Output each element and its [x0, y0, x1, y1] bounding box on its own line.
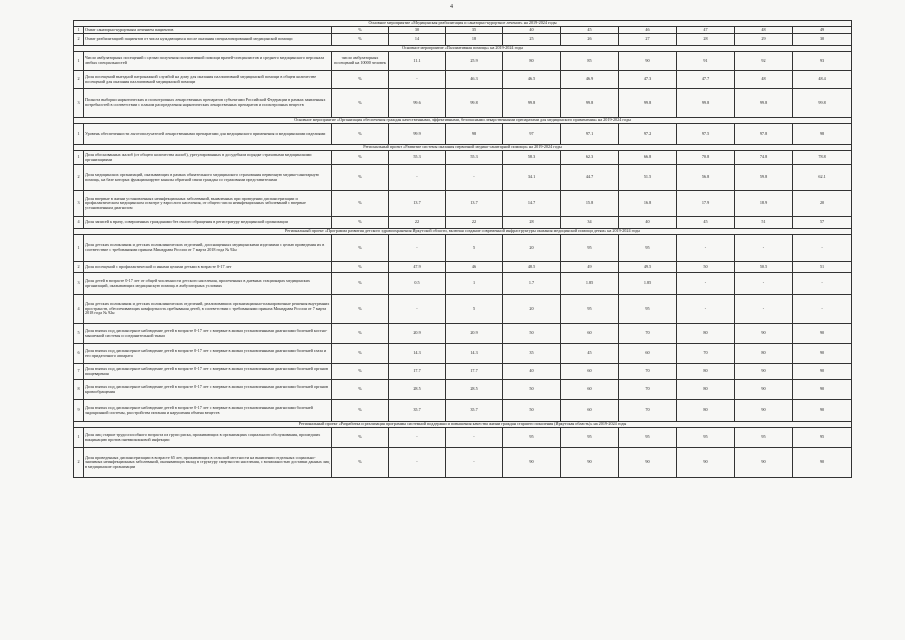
value-cell: 28 — [677, 34, 735, 46]
value-cell: 25.9 — [446, 52, 503, 71]
value-cell: 66.8 — [619, 151, 677, 165]
value-cell: 60 — [561, 324, 619, 344]
value-cell: 48 — [735, 27, 793, 34]
row-number: 2 — [74, 165, 84, 191]
value-cell: 59.8 — [735, 165, 793, 191]
value-cell: 90 — [793, 380, 852, 400]
value-cell: 14 — [389, 34, 446, 46]
row-number: 1 — [74, 52, 84, 71]
value-cell: 99.8 — [793, 89, 852, 118]
indicator-name: Доля детских поликлиник и детских поликлинических отделений, дооснащенных медицинскими изделиями с целью приведения их в соответствие с требованиями приказа Минздрава России от 7 марта 2018 года № 92н — [84, 235, 332, 262]
value-cell: 22 — [446, 217, 503, 229]
value-cell: 46.3 — [446, 71, 503, 89]
value-cell: 34.1 — [503, 165, 561, 191]
value-cell: - — [735, 235, 793, 262]
value-cell: - — [793, 273, 852, 295]
value-cell: 45 — [561, 344, 619, 364]
value-cell: 90 — [735, 448, 793, 478]
value-cell: 95 — [619, 428, 677, 448]
value-cell: 47.7 — [677, 71, 735, 89]
section-title: Основное мероприятие «Паллиативная помощь» на 2019-2024 годы — [74, 46, 852, 52]
value-cell: 99.6 — [389, 89, 446, 118]
unit-cell: % — [332, 34, 389, 46]
value-cell: 92 — [735, 52, 793, 71]
value-cell: 44.7 — [561, 165, 619, 191]
value-cell: 90 — [735, 380, 793, 400]
row-number: 1 — [74, 124, 84, 145]
value-cell: 97.2 — [619, 124, 677, 145]
indicator-name: Доля лиц старше трудоспособного возраста из групп риска, проживающих в организациях социального обслуживания, прошедших вакцинацию против пневмококковой инфекции — [84, 428, 332, 448]
unit-cell: % — [332, 273, 389, 295]
value-cell: 1 — [446, 273, 503, 295]
indicator-name: Доля посещений выездной патронажной службой на дому для оказания паллиативной медицинской помощи в общем количестве посещений для оказания паллиативной медицинской помощи — [84, 71, 332, 89]
indicator-name: Охват реабилитацией пациентов от числа нуждающихся после оказания специализированной медицинской помощи — [84, 34, 332, 46]
value-cell: 62.1 — [793, 165, 852, 191]
value-cell: 27 — [619, 34, 677, 46]
table-row — [74, 262, 852, 273]
indicator-name: Доля детей в возрасте 0-17 лет от общей численности детского населения, пролеченных в дневных стационарах медицинских организаций, оказывающих медицинскую помощь в амбулаторных условиях — [84, 273, 332, 295]
table-row — [74, 400, 852, 422]
value-cell: 46.9 — [561, 71, 619, 89]
value-cell: 11.1 — [389, 52, 446, 71]
value-cell: 13.7 — [446, 191, 503, 217]
value-cell: 30 — [793, 34, 852, 46]
value-cell: 85 — [561, 52, 619, 71]
value-cell: 70.8 — [677, 151, 735, 165]
section-title: Основное мероприятие «Медицинская реабилитация и санаторно-курортное лечение» на 2019-2024 годы — [74, 21, 852, 27]
value-cell: 48 — [735, 71, 793, 89]
value-cell: - — [735, 273, 793, 295]
value-cell: 99.9 — [389, 124, 446, 145]
section-title: Региональный проект «Развитие системы оказания первичной медико-санитарной помощи» на 2019-2024 годы — [74, 145, 852, 151]
value-cell: - — [446, 448, 503, 478]
value-cell: 78.8 — [793, 151, 852, 165]
value-cell: - — [735, 295, 793, 324]
value-cell: 26 — [561, 34, 619, 46]
value-cell: 90 — [619, 448, 677, 478]
value-cell: 80 — [677, 380, 735, 400]
value-cell: 99.8 — [446, 89, 503, 118]
value-cell: 18.9 — [735, 191, 793, 217]
value-cell: 56.8 — [677, 165, 735, 191]
table-row — [74, 344, 852, 364]
value-cell: 18 — [446, 34, 503, 46]
value-cell: 14.3 — [389, 344, 446, 364]
table-row — [74, 295, 852, 324]
value-cell: 20 — [503, 295, 561, 324]
unit-cell: % — [332, 400, 389, 422]
section-title: Региональный проект «Разработка и реализация программы системной поддержки и повышения качества жизни граждан старшего поколения (Иркутская область)» на 2019-2024 годы — [74, 422, 852, 428]
value-cell: 25 — [503, 34, 561, 46]
value-cell: 70 — [677, 344, 735, 364]
value-cell: 95 — [677, 428, 735, 448]
value-cell: 5 — [446, 295, 503, 324]
value-cell: 55.3 — [446, 151, 503, 165]
page-number: 4 — [450, 4, 453, 10]
unit-cell: % — [332, 165, 389, 191]
value-cell: 95 — [561, 428, 619, 448]
value-cell: 95 — [793, 428, 852, 448]
value-cell: 95 — [619, 235, 677, 262]
table-row — [74, 52, 852, 71]
indicator-name: Уровень обеспеченности льготополучателей лекарственными препаратами для медицинского применения и медицинскими изделиями — [84, 124, 332, 145]
table-row — [74, 151, 852, 165]
row-number: 1 — [74, 151, 84, 165]
value-cell: 35 — [446, 27, 503, 34]
indicator-name: Доля взятых под диспансерное наблюдение детей в возрасте 0-17 лет с впервые в жизни установленными диагнозами болезней эндокринной системы, расстройства питания и нарушения обмена веществ — [84, 400, 332, 422]
row-number: 2 — [74, 71, 84, 89]
value-cell: 60 — [619, 344, 677, 364]
value-cell: 28.5 — [389, 380, 446, 400]
unit-cell: % — [332, 235, 389, 262]
value-cell: 40 — [503, 27, 561, 34]
value-cell: 99.8 — [619, 89, 677, 118]
value-cell: - — [793, 235, 852, 262]
value-cell: 90 — [793, 400, 852, 422]
unit-cell: % — [332, 448, 389, 478]
row-number: 5 — [74, 324, 84, 344]
value-cell: 95 — [735, 428, 793, 448]
indicator-name: Доля взятых под диспансерное наблюдение детей в возрасте 0-17 лет с впервые в жизни установленными диагнозами болезней органов кровообращения — [84, 380, 332, 400]
value-cell: 17.7 — [446, 364, 503, 380]
row-number: 7 — [74, 364, 84, 380]
indicator-name: Доля взятых под диспансерное наблюдение детей в возрасте 0-17 лет с впервые в жизни установленными диагнозами болезней костно-мышечной системы и соединительной ткани — [84, 324, 332, 344]
value-cell: 90 — [793, 324, 852, 344]
value-cell: 80 — [735, 344, 793, 364]
unit-cell: % — [332, 295, 389, 324]
table-row — [74, 217, 852, 229]
value-cell: 60 — [561, 380, 619, 400]
row-number: 2 — [74, 448, 84, 478]
value-cell: 16.8 — [619, 191, 677, 217]
value-cell: 49.5 — [619, 262, 677, 273]
value-cell: 98 — [446, 124, 503, 145]
value-cell: - — [389, 71, 446, 89]
value-cell: 46 — [619, 27, 677, 34]
unit-cell: % — [332, 262, 389, 273]
row-number: 3 — [74, 273, 84, 295]
value-cell: 95 — [503, 428, 561, 448]
value-cell: - — [389, 295, 446, 324]
value-cell: - — [446, 165, 503, 191]
indicator-name: Доля медицинских организаций, оказывающих в рамках обязательного медицинского страхования первичную медико-санитарную помощь, на базе которых функционируют каналы обратной связи граждан со страховыми представителями — [84, 165, 332, 191]
value-cell: 15.8 — [561, 191, 619, 217]
unit-cell: % — [332, 191, 389, 217]
value-cell: 34 — [561, 217, 619, 229]
value-cell: 50 — [677, 262, 735, 273]
value-cell: 20 — [793, 191, 852, 217]
value-cell: 99.8 — [561, 89, 619, 118]
unit-cell: % — [332, 344, 389, 364]
value-cell: 47.3 — [619, 71, 677, 89]
indicator-name: Доля обоснованных жалоб (от общего количества жалоб), урегулированных в досудебном порядке страховыми медицинскими организациями — [84, 151, 332, 165]
value-cell: 20.9 — [446, 324, 503, 344]
value-cell: 90 — [619, 52, 677, 71]
table-row — [74, 89, 852, 118]
unit-cell: % — [332, 27, 389, 34]
table-row — [74, 34, 852, 46]
row-number: 1 — [74, 428, 84, 448]
row-number: 2 — [74, 34, 84, 46]
value-cell: 5 — [446, 235, 503, 262]
value-cell: 90 — [503, 448, 561, 478]
indicator-name: Число амбулаторных посещений с целью получения паллиативной помощи врачей-специалистов и среднего медицинского персонала любых специальностей — [84, 52, 332, 71]
value-cell: 40 — [619, 217, 677, 229]
row-number: 3 — [74, 191, 84, 217]
value-cell: 51 — [735, 217, 793, 229]
indicator-name: Доля записей к врачу, совершенных гражданами без очного обращения в регистратуру медицинской организации — [84, 217, 332, 229]
value-cell: 45 — [677, 217, 735, 229]
value-cell: 46.5 — [503, 71, 561, 89]
value-cell: 20.9 — [389, 324, 446, 344]
row-number: 4 — [74, 217, 84, 229]
value-cell: 14.7 — [503, 191, 561, 217]
value-cell: 48.5 — [503, 262, 561, 273]
value-cell: 47 — [677, 27, 735, 34]
unit-cell: % — [332, 151, 389, 165]
value-cell: 40 — [503, 364, 561, 380]
table-row — [74, 364, 852, 380]
value-cell: 17.7 — [389, 364, 446, 380]
unit-cell: % — [332, 428, 389, 448]
value-cell: 1.85 — [561, 273, 619, 295]
value-cell: 1.85 — [619, 273, 677, 295]
table-row — [74, 324, 852, 344]
value-cell: 95 — [561, 295, 619, 324]
value-cell: 90 — [677, 448, 735, 478]
unit-cell: % — [332, 217, 389, 229]
value-cell: 35.7 — [446, 400, 503, 422]
table-row — [74, 235, 852, 262]
value-cell: 74.8 — [735, 151, 793, 165]
value-cell: 0.5 — [389, 273, 446, 295]
table-row — [74, 428, 852, 448]
value-cell: 20 — [503, 235, 561, 262]
value-cell: 46 — [446, 262, 503, 273]
value-cell: 99.8 — [503, 89, 561, 118]
value-cell: - — [677, 235, 735, 262]
value-cell: 91 — [677, 52, 735, 71]
value-cell: - — [389, 165, 446, 191]
indicator-name: Полнота выборки наркотических и психотропных лекарственных препаратов субъектами Российской Федерации в рамках заявленных потребностей в соответствии с планом распределения наркотических лекарственных препаратов и психотропных веществ — [84, 89, 332, 118]
value-cell: - — [389, 428, 446, 448]
value-cell: 50 — [503, 380, 561, 400]
value-cell: 70 — [619, 380, 677, 400]
value-cell: 60 — [561, 364, 619, 380]
value-cell: 80 — [503, 52, 561, 71]
indicator-name: Доля посещений с профилактической и иными целями детьми в возрасте 0-17 лет — [84, 262, 332, 273]
value-cell: 35 — [503, 344, 561, 364]
value-cell: 70 — [619, 400, 677, 422]
value-cell: 95 — [561, 235, 619, 262]
unit-cell: % — [332, 324, 389, 344]
value-cell: - — [677, 295, 735, 324]
value-cell: 80 — [677, 324, 735, 344]
value-cell: 28.5 — [446, 380, 503, 400]
unit-cell: число амбулаторных посещений на 10000 человек — [332, 52, 389, 71]
value-cell: 47.9 — [389, 262, 446, 273]
table-row — [74, 273, 852, 295]
indicator-name: Доля проведенных диспансеризации в возрасте 65 лет, проживающих в сельской местности на выявлении отдельных социально-значимых неинфекционных заболеваний, оказывающих вклад в структуру смертности населения, с возможностью доставки данных лиц в медицинские организации — [84, 448, 332, 478]
value-cell: 97.1 — [561, 124, 619, 145]
value-cell: 14.3 — [446, 344, 503, 364]
row-number: 4 — [74, 295, 84, 324]
value-cell: 50 — [503, 324, 561, 344]
value-cell: 1.7 — [503, 273, 561, 295]
table-row — [74, 27, 852, 34]
table-row — [74, 124, 852, 145]
value-cell: 97.5 — [677, 124, 735, 145]
value-cell: 80 — [677, 400, 735, 422]
unit-cell: % — [332, 124, 389, 145]
value-cell: 30 — [389, 27, 446, 34]
value-cell: 70 — [619, 364, 677, 380]
value-cell: 57 — [793, 217, 852, 229]
table-row — [74, 191, 852, 217]
value-cell: 80 — [677, 364, 735, 380]
value-cell: 48.4 — [793, 71, 852, 89]
value-cell: - — [446, 428, 503, 448]
row-number: 1 — [74, 27, 84, 34]
value-cell: 58.3 — [503, 151, 561, 165]
value-cell: 99.8 — [735, 89, 793, 118]
value-cell: 17.9 — [677, 191, 735, 217]
table-row — [74, 380, 852, 400]
value-cell: - — [677, 273, 735, 295]
value-cell: 55.3 — [389, 151, 446, 165]
value-cell: 29 — [735, 34, 793, 46]
table-row — [74, 448, 852, 478]
value-cell: 90 — [793, 344, 852, 364]
value-cell: 90 — [793, 448, 852, 478]
indicator-name: Доля детских поликлиник и детских поликлинических отделений, реализовавших организационно-планировочные решения внутренних пространств, обеспечивающих комфортность пребывания детей, в соответствии с требованиями приказа Минздрава России от 7 марта 2018 года № 92н — [84, 295, 332, 324]
value-cell: 22 — [389, 217, 446, 229]
value-cell: 51.5 — [619, 165, 677, 191]
row-number: 6 — [74, 344, 84, 364]
value-cell: 62.3 — [561, 151, 619, 165]
value-cell: 13.7 — [389, 191, 446, 217]
value-cell: 50.5 — [735, 262, 793, 273]
indicator-name: Доля взятых под диспансерное наблюдение детей в возрасте 0-17 лет с впервые в жизни установленными диагнозами болезней органов пищеварения — [84, 364, 332, 380]
row-number: 2 — [74, 262, 84, 273]
value-cell: 98 — [793, 124, 852, 145]
table-row — [74, 71, 852, 89]
section-title: Региональный проект «Программа развития детского здравоохранения Иркутской области, включая создание современной инфраструктуры оказания медицинской помощи детям» на 2019-2024 годы — [74, 229, 852, 235]
row-number: 1 — [74, 235, 84, 262]
unit-cell: % — [332, 380, 389, 400]
row-number: 3 — [74, 89, 84, 118]
value-cell: - — [389, 448, 446, 478]
indicator-name: Доля взятых под диспансерное наблюдение детей в возрасте 0-17 лет с впервые в жизни установленными диагнозами болезней глаза и его придаточного аппарата — [84, 344, 332, 364]
row-number: 9 — [74, 400, 84, 422]
value-cell: 90 — [735, 400, 793, 422]
indicator-name: Доля впервые в жизни установленных неинфекционных заболеваний, выявленных при проведении диспансеризации и профилактическом медицинском осмотре у взрослого населения, от общего числа неинфекционных заболеваний с впервые установленным диагнозом — [84, 191, 332, 217]
value-cell: 90 — [735, 324, 793, 344]
value-cell: 90 — [735, 364, 793, 380]
value-cell: 35.7 — [389, 400, 446, 422]
value-cell: 60 — [561, 400, 619, 422]
value-cell: 95 — [619, 295, 677, 324]
value-cell: 97 — [503, 124, 561, 145]
value-cell: - — [793, 295, 852, 324]
section-title: Основное мероприятие «Организация обеспечения граждан качественными, эффективными, безопасными лекарственными препаратами для медицинского применения» на 2019-2024 годы — [74, 118, 852, 124]
value-cell: 50 — [503, 400, 561, 422]
value-cell: 90 — [561, 448, 619, 478]
value-cell: 49 — [561, 262, 619, 273]
row-number: 8 — [74, 380, 84, 400]
value-cell: 70 — [619, 324, 677, 344]
value-cell: 90 — [793, 364, 852, 380]
value-cell: 93 — [793, 52, 852, 71]
table-body — [74, 21, 852, 478]
value-cell: - — [389, 235, 446, 262]
unit-cell: % — [332, 71, 389, 89]
table-row — [74, 165, 852, 191]
unit-cell: % — [332, 364, 389, 380]
value-cell: 99.8 — [677, 89, 735, 118]
value-cell: 97.8 — [735, 124, 793, 145]
value-cell: 49 — [793, 27, 852, 34]
unit-cell: % — [332, 89, 389, 118]
indicator-name: Охват санаторно-курортным лечением пациентов — [84, 27, 332, 34]
indicators-table — [73, 20, 852, 478]
value-cell: 51 — [793, 262, 852, 273]
value-cell: 45 — [561, 27, 619, 34]
value-cell: 28 — [503, 217, 561, 229]
